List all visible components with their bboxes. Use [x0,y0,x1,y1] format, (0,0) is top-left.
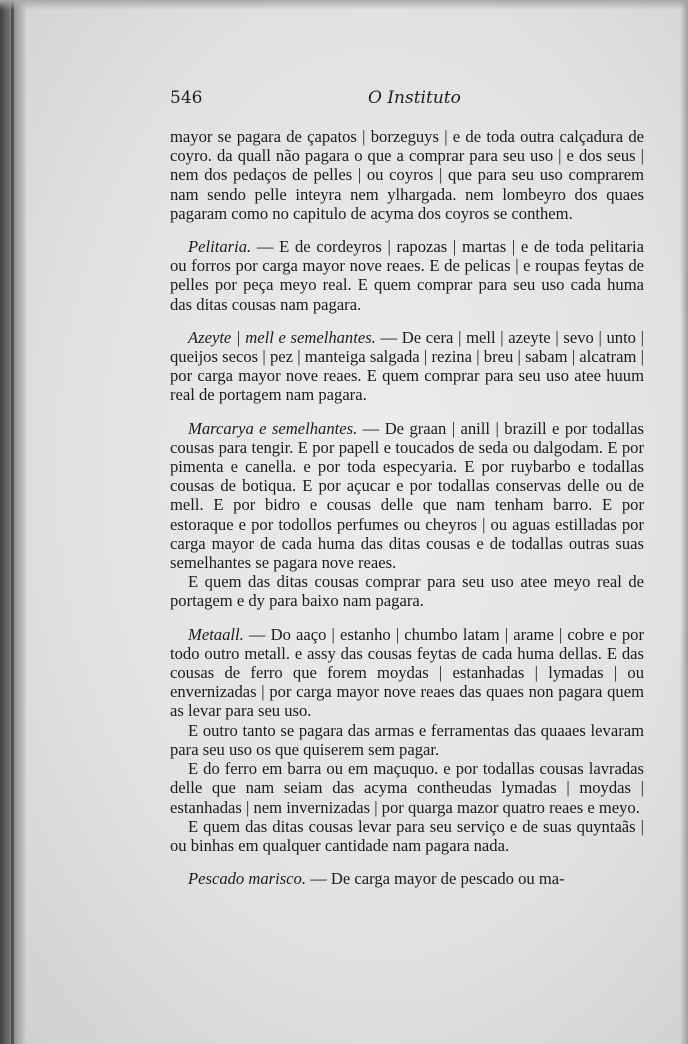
paragraph-text: — Do aaço | estanho | chumbo latam | arame | cobre e por todo outro metall. e assy das cousas feytas de cada huma dellas. E das cousas de ferro que forem moydas | estanhadas | lymadas | ou envernizadas | por carga mayor nove reaes das quaes non pagara quem as levar para seu uso. [170,624,644,721]
paragraph-text: — E de cordeyros | rapozas | martas | e de toda pelitaria ou forros por carga mayor nove reaes. E de pelicas | e roupas feytas de pelles por peça meyo real. E quem comprar para seu uso cada huma das ditas cousas nam pagara. [170,237,644,314]
paragraph [170,419,644,573]
right-edge-shadow [680,0,688,1044]
paragraph-heading: Metaall. [188,624,244,644]
paragraph-heading: Pescado marisco. [188,869,306,889]
body-text [170,127,644,888]
paragraph-text: — De cera | mell | azeyte | sevo | unto | queijos secos | pez | manteiga salgada | rezina | breu | sabam | alcatram | por carga mayor nove reaes. E quem comprar para seu uso atee huum real de portagem nam pagara. [170,327,644,405]
binding-edge [11,0,14,1044]
paragraph-text: E quem das ditas cousas levar para seu serviço e de suas quyntaãs | ou binhas em qualquer cantidade nam pagara nada. [170,816,644,855]
paragraph [170,759,644,817]
paragraph [170,328,644,405]
paragraph [170,237,644,314]
paragraph [170,625,644,721]
paragraph-text: E do ferro em barra ou em maçuquo. e por todallas cousas lavradas delle que nam seiam das acyma contheudas lymadas | moydas | estanhadas | nem invernizadas | por quarga mazor quatro reaes e meyo. [170,759,644,817]
paragraph-heading: Pelitaria. [188,237,252,257]
paragraph [170,572,644,610]
paragraph-heading: Azeyte | mell e semelhantes. [188,327,376,347]
paragraph-text: — De graan | anill | brazill e por todallas cousas para tengir. E por papell e toucados de seda ou dalgodam. E por pimenta e canella. e por toda especyaria. E por ruybarbo e todallas cousas de botiqua. E por açucar e por todallas conservas delle ou de mell. E por bidro e cousas delle que nam tenham barro. E por estoraque e por todollos perfumes ou cheyros | ou aguas estilladas por carga mayor de cada huma das ditas cousas e de todallas outras suas semelhantes se pagara nove reaes. [170,418,644,573]
running-title: O Instituto [368,88,461,108]
paragraph [170,817,644,855]
paragraph [170,127,644,223]
paragraph-text: mayor se pagara de çapatos | borzeguys | e de toda outra calçadura de coyro. da quall não pagara o que a comprar para seu uso | e dos seus | nem dos pedaços de pelles | ou coyros | que para seu uso comprarem nam sendo pelle inteyra nem ylhargada. nem lombeyro dos quaes pagaram como no capitulo de acyma dos coyros se conthem. [170,127,644,223]
top-edge-shadow [0,0,688,10]
paragraph-text: — De carga mayor de pescado ou ma- [305,869,565,889]
paragraph-heading: Marcarya e semelhantes. [188,418,358,438]
paragraph-text: E quem das ditas cousas comprar para seu uso atee meyo real de portagem e dy para baixo nam pagara. [170,572,644,611]
paragraph [170,869,644,888]
paragraph-text: E outro tanto se pagara das armas e ferramentas das quaaes levaram para seu uso os que quiserem sem pagar. [170,720,644,759]
page-number: 546 [170,88,203,108]
page-header [170,88,644,114]
paragraph [170,721,644,759]
